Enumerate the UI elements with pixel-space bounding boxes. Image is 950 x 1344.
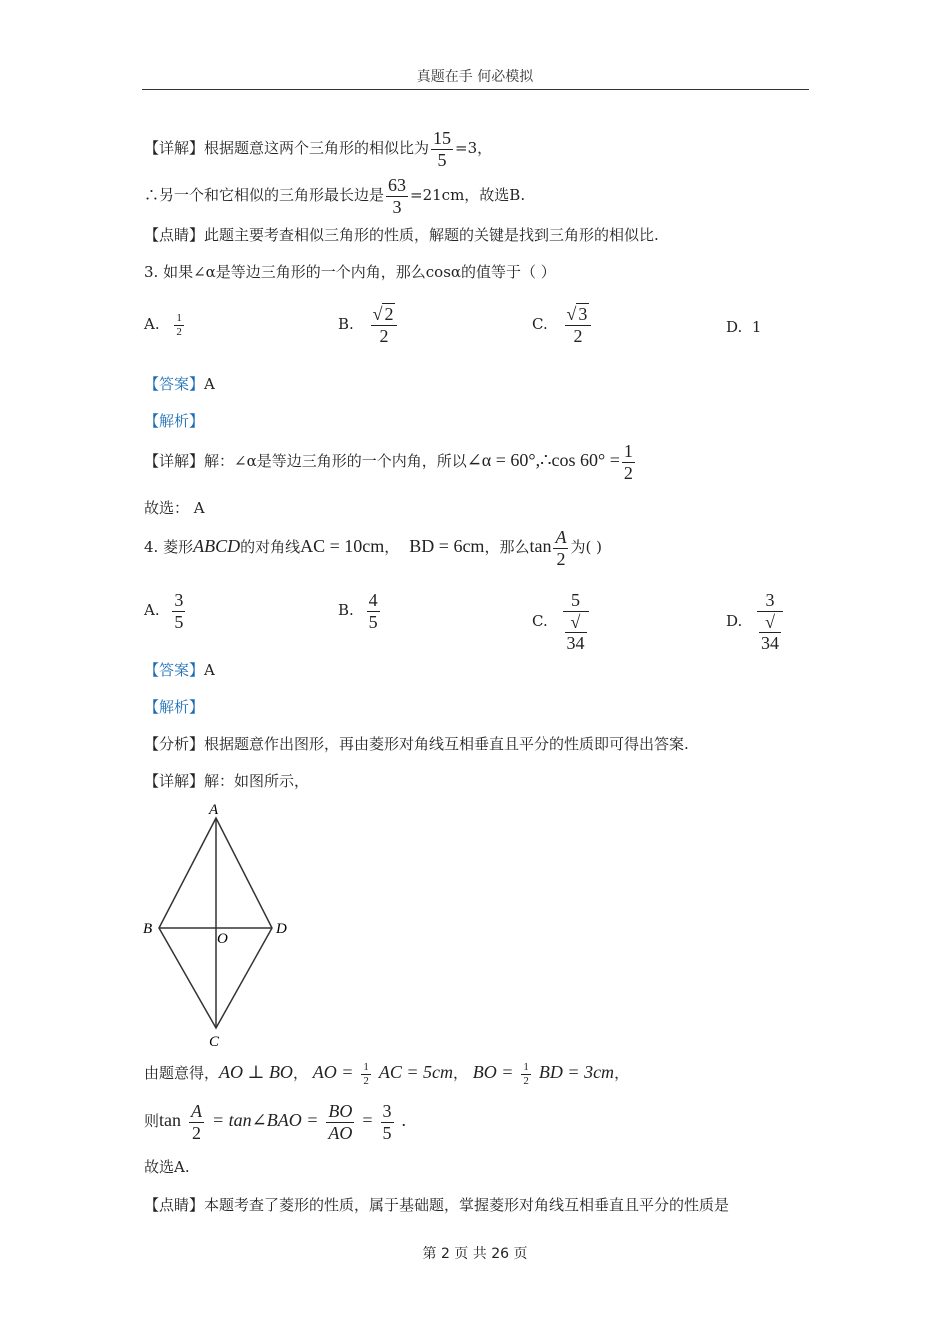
answer-value: A: [204, 375, 215, 393]
numerator: √ 3: [565, 304, 592, 326]
fraction: [757, 590, 783, 654]
option-label: A.: [144, 315, 160, 334]
fraction: [622, 441, 635, 483]
tan-function: tan: [159, 1110, 182, 1131]
option-label: D.: [726, 318, 743, 336]
fraction: [371, 304, 398, 346]
detail-suffix: =3，: [455, 139, 493, 158]
q4-analysis-tag: 【解析】: [144, 698, 205, 716]
fraction: [172, 590, 185, 632]
numerator: √ 2: [371, 304, 398, 326]
q4-analysis: 【分析】根据题意作出图形，再由菱形对角线互相垂直且平分的性质即可得出答案.: [144, 735, 689, 753]
vertex-b-label: B: [143, 921, 153, 937]
denominator: 2: [363, 1074, 369, 1087]
q4-answer: [144, 659, 215, 681]
denominator: 3: [392, 196, 402, 217]
stem-text: ，: [384, 538, 400, 557]
q4-detail: 【详解】解：如图所示，: [144, 772, 310, 790]
numerator: 5: [563, 590, 589, 612]
rhombus-name: ABCD: [193, 536, 241, 557]
numerator: 1: [523, 1061, 529, 1073]
comment-line: 【点睛】此题主要考查相似三角形的性质，解题的关键是找到三角形的相似比.: [144, 226, 659, 244]
stem-text: ，那么: [484, 538, 530, 557]
center-o-label: O: [217, 931, 228, 947]
denominator: √ 34: [566, 611, 585, 654]
denominator: 5: [368, 611, 378, 632]
question-3-stem: 3. 如果∠α是等边三角形的一个内角，那么cosα的值等于（ ）: [144, 263, 556, 281]
denominator: 2: [379, 325, 389, 346]
denominator: 2: [176, 325, 182, 338]
fraction: [189, 1101, 204, 1143]
stem-text: 的对角线: [240, 538, 301, 557]
q4-equation-1: 由题意得，AO ⊥ BO， AO = $\frac{1}{2}$ AC = 5cm， BO = $\frac{1}{2}$ BD = 3cm，: [144, 1061, 630, 1087]
eq-bo: BO =: [472, 1062, 514, 1083]
sqrt-radicand: 3: [578, 304, 588, 324]
stem-text: 4. 菱形: [144, 538, 194, 557]
eq-perp: AO ⊥ BO: [219, 1062, 293, 1083]
question-4-stem: [144, 527, 602, 569]
q4-equation-2: [144, 1101, 406, 1143]
numerator: 1: [623, 441, 633, 461]
detail-line-1: [144, 128, 492, 170]
numerator: BO: [328, 1101, 353, 1121]
denominator: √ 34: [761, 611, 780, 654]
denominator: 5: [382, 1122, 392, 1143]
q4-option-d: [726, 590, 785, 654]
q4-comment: 【点睛】本题考查了菱形的性质，属于基础题，掌握菱形对角线互相垂直且平分的性质是: [144, 1196, 730, 1214]
fraction: [361, 1061, 371, 1087]
option-label: B.: [338, 315, 354, 334]
vertex-c-label: C: [209, 1034, 220, 1050]
detail-line-2: [144, 175, 525, 217]
numerator: 4: [368, 590, 378, 610]
q3-option-c: [532, 304, 593, 346]
eq-ao: AO =: [312, 1062, 354, 1083]
numerator: 3: [174, 590, 184, 610]
option-label: C.: [532, 315, 548, 334]
denominator: 5: [437, 149, 447, 170]
q3-option-a: [144, 312, 186, 338]
answer-value: A: [204, 661, 215, 679]
fraction: [367, 590, 380, 632]
q3-analysis-tag: 【解析】: [144, 412, 205, 430]
header-rule: [142, 89, 809, 90]
numerator: 63: [388, 175, 407, 195]
denominator: 2: [192, 1122, 202, 1143]
numerator: 15: [433, 128, 452, 148]
numerator: A: [191, 1101, 203, 1121]
q3-option-b: [338, 304, 399, 346]
q4-option-c: [532, 590, 591, 654]
tan-function: tan: [529, 536, 552, 557]
option-label: A.: [144, 601, 160, 620]
fraction: [563, 590, 589, 654]
q4-option-a: [144, 590, 187, 632]
denominator: 2: [523, 1074, 529, 1087]
eq-mid: = tan∠BAO =: [212, 1110, 319, 1131]
diagonal-bd: BD = 6cm: [409, 536, 485, 557]
diagonal-ac: AC = 10cm: [300, 536, 385, 557]
eq-end: .: [401, 1110, 407, 1131]
eq-equals: =: [362, 1110, 373, 1131]
detail-text: 【详解】根据题意这两个三角形的相似比为: [144, 139, 430, 158]
sqrt-radicand: 34: [566, 633, 585, 654]
detail-suffix: =21cm，故选B.: [410, 186, 526, 205]
page-header: 真题在手 何必模拟: [416, 69, 534, 85]
eq-bd: BD = 3cm: [538, 1062, 615, 1083]
option-label: C.: [532, 612, 548, 631]
detail-math: ∠α = 60°,∴cos 60° =: [466, 450, 620, 471]
detail-text: 【详解】解：∠α是等边三角形的一个内角，所以: [144, 452, 467, 471]
fraction: [565, 304, 592, 346]
sqrt-radicand: 34: [761, 633, 780, 654]
vertex-d-label: D: [276, 921, 287, 937]
option-label: B.: [338, 601, 354, 620]
fraction: [381, 1101, 394, 1143]
numerator: 1: [363, 1061, 369, 1073]
page-footer: 第 2 页 共 26 页: [422, 1246, 528, 1262]
q4-choose: 故选A.: [144, 1158, 190, 1176]
detail-text: ∴另一个和它相似的三角形最长边是: [144, 186, 385, 205]
denominator: 5: [174, 611, 184, 632]
fraction: [386, 175, 408, 217]
option-value: 1: [751, 318, 762, 336]
numerator: 1: [176, 312, 182, 324]
denominator: 2: [623, 462, 633, 483]
fraction: [174, 312, 184, 338]
eq-text: 由题意得，: [144, 1064, 220, 1083]
fraction: [326, 1101, 354, 1143]
numerator: 3: [382, 1101, 392, 1121]
numerator: 3: [757, 590, 783, 612]
denominator: AO: [328, 1122, 353, 1143]
numerator: A: [555, 527, 567, 547]
fraction: [521, 1061, 531, 1087]
denominator: 2: [556, 548, 566, 569]
answer-tag: 【答案】: [144, 375, 205, 393]
answer-tag: 【答案】: [144, 661, 205, 679]
eq-text: 则: [144, 1112, 160, 1131]
fraction: [553, 527, 568, 569]
fraction: [431, 128, 453, 170]
stem-text: 为( ): [570, 538, 602, 557]
q4-option-b: [338, 590, 382, 632]
q3-answer: [144, 373, 215, 395]
option-label: D.: [726, 612, 743, 631]
sqrt-radicand: 2: [384, 304, 394, 324]
vertex-a-label: A: [209, 802, 219, 818]
q3-detail: [144, 441, 637, 483]
q3-choose: 故选： A: [144, 499, 205, 517]
denominator: 2: [573, 325, 583, 346]
q3-option-d: [726, 318, 761, 336]
eq-ac: AC = 5cm: [378, 1062, 453, 1083]
rhombus-figure: [135, 796, 305, 1052]
